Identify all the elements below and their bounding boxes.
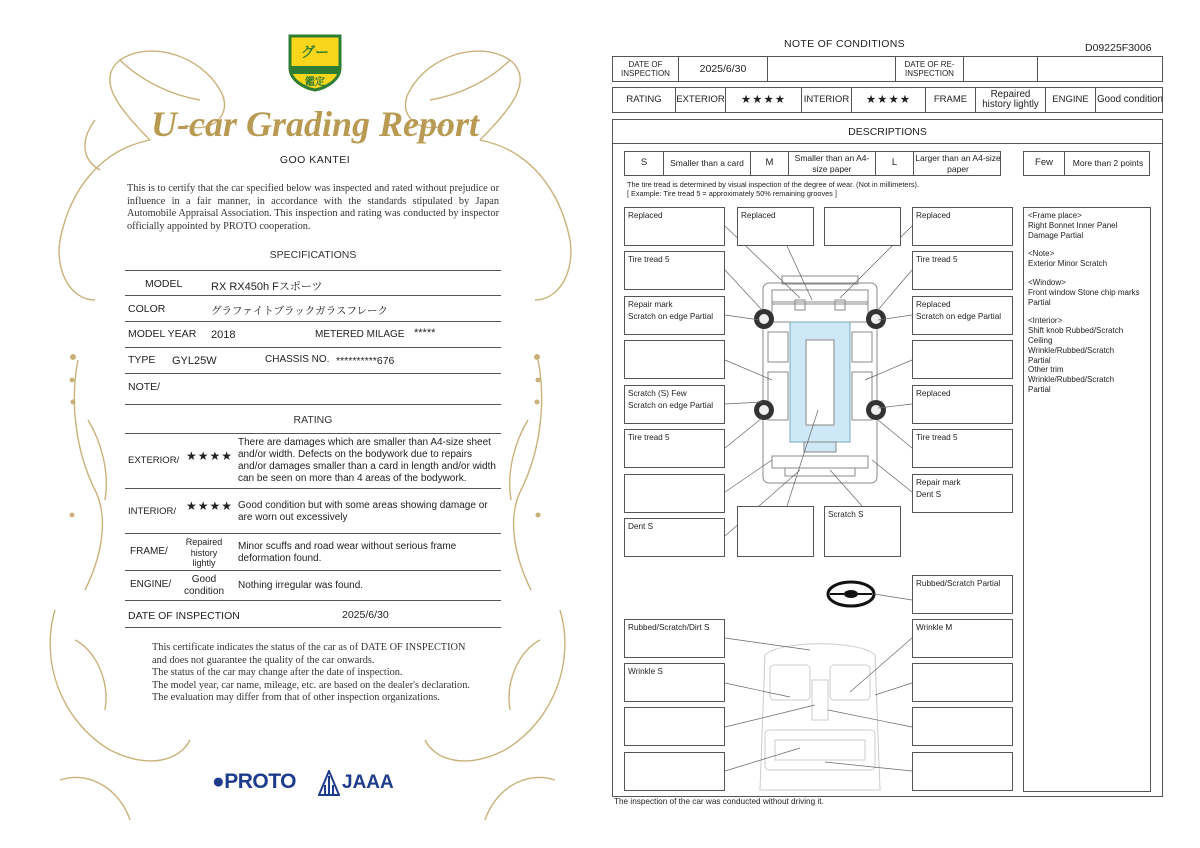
exterior-description: There are damages which are smaller than A4-size sheet and/or width. Defects on the bodywork due to repairs and/or damages smaller than a card in length and/or width can be seen on more than 4 areas of the bodywork. [238,437,496,484]
legend-l-desc: Larger than an A4-size paper [913,152,1002,175]
note-heading: <Interior> [1028,316,1063,326]
exterior-box-rear-fender-right: Repair mark Dent S [912,474,1013,513]
rating-label: RATING [626,93,662,105]
note-line: Wrinkle/Rubbed/Scratch [1028,375,1115,385]
note-line: Right Bonnet Inner Panel [1028,220,1118,230]
exterior-box-front-right: Replaced [912,207,1013,246]
frame-description: Minor scuffs and road wear without serious frame deformation found. [238,541,457,564]
proto-logo-text: PROTO [224,770,296,793]
tire-tread-note-line: [ Example: Tire tread 5 = approximately 50% remaining grooves ] [627,189,837,198]
exterior-box-tire-front-right: Tire tread 5 [912,251,1013,290]
condition-notes-panel [1023,207,1151,792]
exterior-box-front-left: Replaced [624,207,725,246]
note-line: Ceiling [1028,335,1053,345]
model-year-value: 2018 [211,329,236,341]
chassis-label: CHASSIS NO. [265,354,330,365]
interior-box-dashboard: Rubbed/Scratch/Dirt S [624,619,725,658]
engine-value: Good condition [183,574,225,597]
exterior-box-door-left [624,340,725,379]
exterior-label: EXTERIOR/ [128,455,180,466]
exterior-box-front-blank [824,207,901,246]
footer-note: The inspection of the car was conducted without driving it. [614,797,824,806]
descriptions-title: DESCRIPTIONS [848,126,927,138]
specifications-heading: SPECIFICATIONS [269,249,357,261]
model-year-label: MODEL YEAR [128,328,197,340]
exterior-box-rear-fender-left [624,474,725,513]
legend-s-desc: Smaller than a card [663,152,750,175]
exterior-box-front-fender-left: Repair mark Scratch on edge Partial [624,296,725,335]
inspection-date-label: DATE OF INSPECTION [621,59,670,78]
engine-label: ENGINE [1045,88,1095,112]
exterior-box-tire-rear-right: Tire tread 5 [912,429,1013,468]
interior-box-trunk [912,752,1013,791]
certification-statement: This is to certify that the car specified below was inspected and rated without prejudice or influence in a fair manner, in accordance with the standards stipulated by Japan Automobile Appraisal Association. This inspection and rating was conducted by inspector officially appointed by PROTO cooperation. [127,183,499,232]
note-line: Partial [1028,384,1051,394]
interior-box-ceiling: Wrinkle M [912,619,1013,658]
exterior-box-front-fender-right: Replaced Scratch on edge Partial [912,296,1013,335]
note-line: Partial [1028,297,1051,307]
legend-l: L [875,152,913,175]
rating-heading: RATING [293,414,333,426]
connector-lines [725,226,912,771]
exterior-box-rear-door-left: Scratch (S) Few Scratch on edge Partial [624,385,725,424]
interior-stars: ★★★★ [186,499,234,513]
note-line: Exterior Minor Scratch [1028,259,1108,269]
exterior-stars: ★★★★ [725,88,801,112]
note-heading: <Note> [1028,249,1055,259]
disclaimer-line: This certificate indicates the status of the car as of DATE OF INSPECTION and does not guarantee the quality of the car onwards. [152,642,466,666]
exterior-box-tire-front-left: Tire tread 5 [624,251,725,290]
legend-few-desc: More than 2 points [1064,152,1151,175]
note-label: NOTE/ [128,381,161,393]
color-value: グラファイトブラックガラスフレーク [211,305,389,317]
exterior-box-rear-door-right: Replaced [912,385,1013,424]
document-number: D09225F3006 [1085,42,1152,54]
inspection-date-label: DATE OF INSPECTION [128,610,240,622]
color-label: COLOR [128,303,166,315]
frame-value: Repaired history lightly [975,88,1045,112]
note-line: Front window Stone chip marks [1028,287,1140,297]
engine-label: ENGINE/ [130,579,172,590]
exterior-box-rear-center: Scratch S [824,506,901,557]
note-heading: <Frame place> [1028,211,1082,220]
badge-bottom-text: 鑑定 [305,77,325,88]
interior-label: INTERIOR [801,88,851,112]
disclaimer-line: The evaluation may differ from that of other inspection organizations. [152,692,440,703]
note-line: Damage Partial [1028,230,1084,240]
legend-few: Few [1035,157,1053,169]
badge-top-text: グー [301,45,329,61]
legend-m: M [750,152,788,175]
interior-box-steering: Rubbed/Scratch Partial [912,575,1013,614]
chassis-value: **********676 [336,355,395,367]
jaaa-logo: JAAA [342,772,394,793]
proto-logo: ●PROTO [212,770,296,793]
interior-box-console [624,707,725,746]
exterior-stars: ★★★★ [186,449,234,463]
model-label: MODEL [145,278,183,290]
disclaimer-line: The status of the car may change after the date of inspection. [152,667,403,678]
inspection-date-value: 2025/6/30 [342,609,389,621]
frame-label: FRAME/ [130,546,168,557]
type-label: TYPE [128,354,156,366]
car-exterior-top-view [763,276,877,483]
mileage-label: METERED MILAGE [315,329,405,340]
legend-s: S [640,157,648,169]
frame-label: FRAME [925,88,975,112]
exterior-box-tire-rear-left: Tire tread 5 [624,429,725,468]
report-subtitle: GOO KANTEI [279,154,351,166]
interior-box-rear-seat [624,752,725,791]
disclaimer-line: The model year, car name, mileage, etc. are based on the dealer's declaration. [152,679,470,691]
note-of-conditions-title: NOTE OF CONDITIONS [784,38,905,50]
note-heading: <Window> [1028,277,1066,287]
engine-description: Nothing irregular was found. [238,580,364,591]
exterior-box-rear-center-left [737,506,814,557]
note-line: Wrinkle/Rubbed/Scratch [1028,345,1115,355]
interior-label: INTERIOR/ [128,506,177,517]
note-line: Shift knob Rubbed/Scratch [1028,326,1124,336]
exterior-label: EXTERIOR [675,88,725,112]
frame-value: Repaired history lightly [185,537,223,568]
interior-description: Good condition but with some areas showing damage or are worn out excessively [238,500,488,523]
interior-box-door-trim [912,663,1013,702]
note-line: Other trim [1028,365,1064,375]
engine-value: Good condition [1095,88,1164,112]
interior-box-front-seat: Wrinkle S [624,663,725,702]
exterior-box-door-right [912,340,1013,379]
report-title-text: U-car Grading Report [150,104,480,144]
tire-tread-note-line: The tire tread is determined by visual inspection of the degree of wear. (Not in millimeters). [627,180,920,189]
exterior-box-rear-left: Dent S [624,518,725,557]
type-value: GYL25W [172,355,217,367]
steering-wheel-icon [828,582,874,606]
note-line: Partial [1028,355,1051,365]
mileage-value: ***** [414,327,436,339]
model-value: RX RX450h Fスポーツ [211,281,323,293]
legend-m-desc: Smaller than an A4-size paper [788,152,875,175]
interior-box-shift [912,707,1013,746]
exterior-box-front-center: Replaced [737,207,814,246]
inspection-date-value: 2025/6/30 [678,57,767,81]
reinspection-label: DATE OF RE-INSPECTION [895,57,963,81]
interior-stars: ★★★★ [851,88,925,112]
